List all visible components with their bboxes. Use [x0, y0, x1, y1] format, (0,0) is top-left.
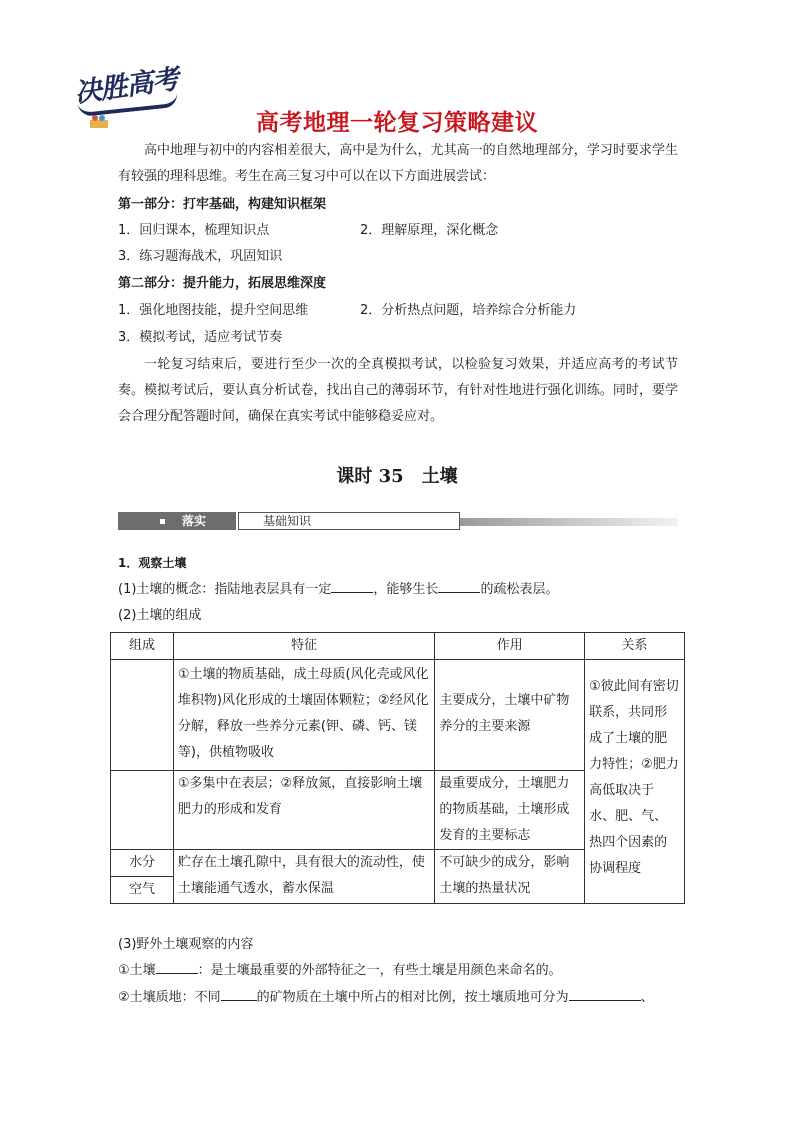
- table-cell: 最重要成分，土壤肥力的物质基础，土壤形成发育的主要标志: [435, 771, 585, 850]
- section3-item-2-text-b: 的矿物质在土壤中所占的相对比例，按土壤质地可分为: [256, 990, 569, 1005]
- lesson-title: 课时 35 土壤: [336, 466, 458, 487]
- part2-item-2: 2．分析热点问题，培养综合分析能力: [360, 303, 577, 318]
- section3-item-2: [118, 985, 654, 1011]
- section3-item-2-text-a: ②土壤质地：不同: [118, 990, 221, 1005]
- part1-heading: 第一部分：打牢基础，构建知识框架: [118, 197, 327, 212]
- section1-heading: 1．观察土壤: [118, 556, 187, 570]
- table-cell: 水分: [111, 850, 174, 877]
- banner-tab-primary: [118, 512, 236, 530]
- question-1-text-a: (1)土壤的概念：指陆地表层具有一定: [118, 582, 332, 597]
- section3-heading: (3)野外土壤观察的内容: [118, 937, 254, 952]
- section3-item-2-text-c: 、: [640, 990, 654, 1005]
- table-header-row: [111, 633, 685, 660]
- table-header-cell: 特征: [173, 633, 434, 660]
- part2-item-3: 3．模拟考试，适应考试节奏: [118, 330, 283, 345]
- fill-blank: [331, 578, 373, 593]
- banner-tab-secondary: [238, 512, 460, 530]
- section3-item-1-text-a: ①土壤: [118, 963, 156, 978]
- banner-gradient-rule: [460, 518, 678, 526]
- table-cell: ①多集中在表层；②释放氮，直接影响土壤肥力的形成和发育: [173, 771, 434, 850]
- section3-item-1-text-b: ：是土壤最重要的外部特征之一，有些土壤是用颜色来命名的。: [197, 963, 562, 978]
- banner-tab-primary-label: 落实: [182, 514, 207, 528]
- table-cell: 不可缺少的成分，影响土壤的热量状况: [435, 850, 585, 904]
- banner-tab-secondary-label: 基础知识: [263, 514, 312, 528]
- part1-item-1: 1．回归课本，梳理知识点: [118, 223, 270, 238]
- question-1: [118, 577, 558, 603]
- table-cell: ①土壤的物质基础，成土母质(风化壳或风化堆积物)风化形成的土壤固体颗粒；②经风化分解，释放一些养分元素(钾、磷、钙、镁等)，供植物吸收: [173, 660, 434, 771]
- table-cell-relation: ①彼此间有密切联系，共同形成了土壤的肥力特性；②肥力高低取决于水、肥、气、热四个因素的协调程度: [585, 660, 685, 904]
- intro-paragraph: 高中地理与初中的内容相差很大，高中是为什么，尤其高一的自然地理部分，学习时要求学生有较强的理科思维。考生在高三复习中可以在以下方面进展尝试：: [118, 143, 678, 184]
- fill-blank: [221, 986, 257, 1001]
- fill-blank: [569, 986, 641, 1001]
- part2-heading: 第二部分：提升能力，拓展思维深度: [118, 276, 327, 291]
- question-1-text-b: ，能够生长: [373, 582, 439, 597]
- table-cell: 贮存在土壤孔隙中，具有很大的流动性，使土壤能通气透水，蓄水保温: [173, 850, 434, 904]
- part2-item-1: 1．强化地图技能，提升空间思维: [118, 303, 309, 318]
- fill-blank: [438, 578, 480, 593]
- fill-blank: [156, 959, 198, 974]
- section-banner: [118, 512, 678, 532]
- soil-composition-table: [110, 632, 685, 904]
- table-header-cell: 作用: [435, 633, 585, 660]
- table-header-cell: 关系: [585, 633, 685, 660]
- section3-item-1: [118, 958, 562, 984]
- summary-paragraph: 一轮复习结束后，要进行至少一次的全真模拟考试，以检验复习效果，并适应高考的考试节奏。模拟考试后，要认真分析试卷，找出自己的薄弱环节，有针对性地进行强化训练。同时，要学会合理分配答题时间，确保在真实考试中能够稳妥应对。: [118, 357, 678, 424]
- table-header-cell: 组成: [111, 633, 174, 660]
- page-title: 高考地理一轮复习策略建议: [256, 110, 538, 136]
- table-cell-blank: [111, 660, 174, 771]
- part1-item-2: 2．理解原理，深化概念: [360, 223, 499, 238]
- question-2: (2)土壤的组成: [118, 608, 202, 623]
- part1-item-3: 3．练习题海战术，巩固知识: [118, 249, 283, 264]
- table-cell-blank: [111, 771, 174, 850]
- table-cell: 主要成分，土壤中矿物养分的主要来源: [435, 660, 585, 771]
- square-bullet-icon: [160, 519, 165, 524]
- question-1-text-c: 的疏松表层。: [480, 582, 559, 597]
- table-cell: 空气: [111, 877, 174, 904]
- logo-text: 决胜高考: [72, 63, 181, 110]
- table-row: [111, 660, 685, 771]
